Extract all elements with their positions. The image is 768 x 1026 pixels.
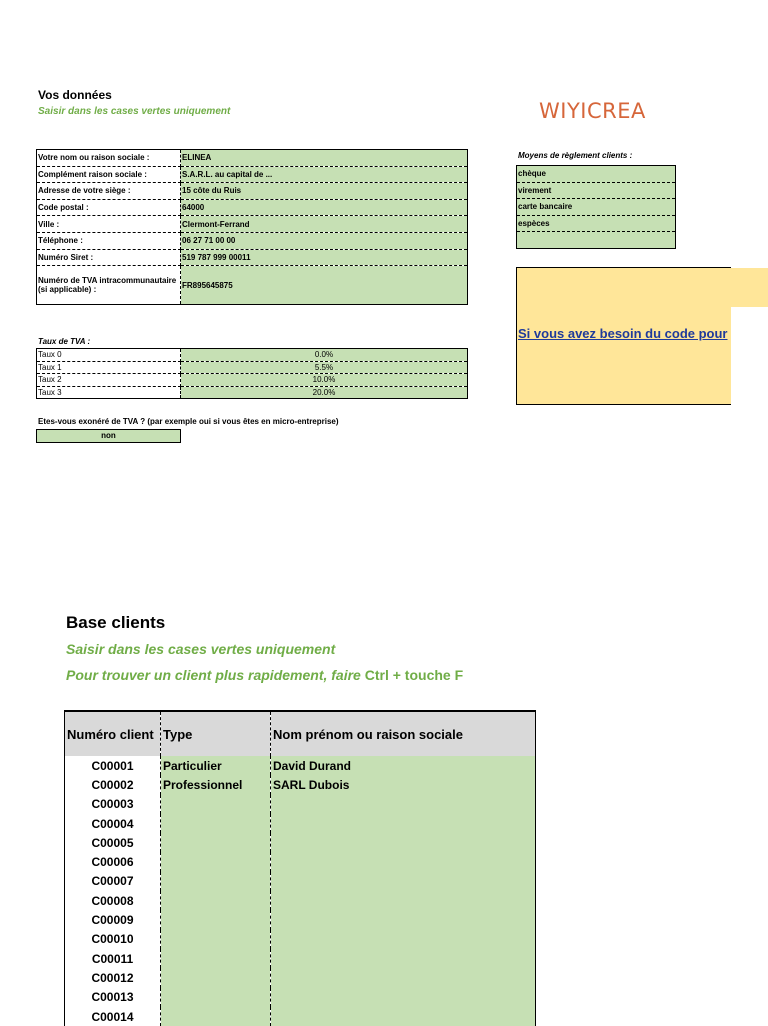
client-row	[65, 852, 536, 871]
client-name[interactable]: David Durand	[271, 756, 536, 775]
client-row	[65, 756, 536, 775]
field-label: Ville :	[37, 216, 181, 233]
client-type[interactable]	[161, 1007, 271, 1026]
tva-label: Taux 3	[37, 386, 181, 399]
base-clients-title: Base clients	[66, 613, 166, 632]
field-label: Votre nom ou raison sociale :	[37, 150, 181, 167]
tva-value[interactable]: 20.0%	[181, 386, 468, 399]
moyen-row	[517, 182, 676, 199]
field-label: Numéro Siret :	[37, 249, 181, 266]
client-number: C00011	[65, 949, 161, 968]
client-number: C00014	[65, 1007, 161, 1026]
moyens-table	[516, 165, 676, 249]
client-type[interactable]	[161, 930, 271, 949]
field-label: Adresse de votre siège :	[37, 183, 181, 200]
field-value[interactable]: ELINEA	[181, 150, 468, 167]
field-value[interactable]: 15 côte du Ruis	[181, 183, 468, 200]
client-name[interactable]	[271, 988, 536, 1007]
vos-donnees-row	[37, 266, 468, 305]
moyen-reglement-item[interactable]: carte bancaire	[517, 199, 676, 216]
client-type[interactable]	[161, 814, 271, 833]
field-value[interactable]: 64000	[181, 199, 468, 216]
tva-row	[37, 361, 468, 374]
field-value[interactable]: Clermont-Ferrand	[181, 216, 468, 233]
client-number: C00009	[65, 910, 161, 929]
client-row	[65, 795, 536, 814]
tva-table	[36, 348, 468, 399]
exonere-field[interactable]: non	[36, 429, 181, 443]
client-type[interactable]: Particulier	[161, 756, 271, 775]
client-type[interactable]	[161, 891, 271, 910]
client-type[interactable]	[161, 988, 271, 1007]
vos-donnees-row	[37, 166, 468, 183]
client-name[interactable]	[271, 872, 536, 891]
client-row	[65, 872, 536, 891]
moyen-reglement-item[interactable]: chèque	[517, 166, 676, 183]
field-label: Complément raison sociale :	[37, 166, 181, 183]
field-value[interactable]: 06 27 71 00 00	[181, 232, 468, 249]
search-hint-prefix: Pour trouver un client plus rapidement, faire	[66, 667, 365, 683]
vos-donnees-title: Vos données	[38, 88, 112, 102]
vos-donnees-row	[37, 232, 468, 249]
wikicrea-logo: WIYICREA	[539, 99, 646, 123]
exonere-question: Etes-vous exonéré de TVA ? (par exemple oui si vous êtes en micro-entreprise)	[38, 417, 339, 426]
code-link[interactable]: Si vous avez besoin du code pour	[518, 326, 728, 341]
client-number: C00007	[65, 872, 161, 891]
moyen-reglement-item[interactable]: espèces	[517, 215, 676, 232]
client-name[interactable]	[271, 930, 536, 949]
client-name[interactable]	[271, 910, 536, 929]
client-name[interactable]	[271, 833, 536, 852]
tva-value[interactable]: 5.5%	[181, 361, 468, 374]
client-name[interactable]	[271, 891, 536, 910]
field-label: Téléphone :	[37, 232, 181, 249]
vos-donnees-row	[37, 199, 468, 216]
client-row	[65, 1007, 536, 1026]
moyen-row	[517, 215, 676, 232]
client-row	[65, 968, 536, 987]
client-name[interactable]	[271, 814, 536, 833]
vos-donnees-table	[36, 149, 468, 305]
client-name[interactable]	[271, 949, 536, 968]
client-name[interactable]	[271, 852, 536, 871]
moyen-row	[517, 166, 676, 183]
vos-donnees-subtitle: Saisir dans les cases vertes uniquement	[38, 106, 231, 117]
client-name[interactable]	[271, 1007, 536, 1026]
moyen-row	[517, 232, 676, 249]
client-row	[65, 949, 536, 968]
client-type[interactable]	[161, 795, 271, 814]
client-number: C00001	[65, 756, 161, 775]
client-type[interactable]	[161, 910, 271, 929]
vos-donnees-row	[37, 183, 468, 200]
client-number: C00003	[65, 795, 161, 814]
code-info-box-tab	[730, 268, 768, 307]
client-row	[65, 988, 536, 1007]
field-value[interactable]: S.A.R.L. au capital de ...	[181, 166, 468, 183]
tva-value[interactable]: 0.0%	[181, 349, 468, 362]
base-clients-subtitle: Saisir dans les cases vertes uniquement	[66, 641, 336, 657]
moyen-reglement-item[interactable]: virement	[517, 182, 676, 199]
search-hint-shortcut: Ctrl + touche F	[364, 667, 464, 683]
client-type[interactable]	[161, 872, 271, 891]
client-name[interactable]: SARL Dubois	[271, 775, 536, 794]
client-row	[65, 775, 536, 794]
moyen-row	[517, 199, 676, 216]
tva-row	[37, 374, 468, 387]
clients-table	[64, 710, 536, 1026]
header-type: Type	[161, 711, 271, 756]
client-number: C00008	[65, 891, 161, 910]
client-number: C00006	[65, 852, 161, 871]
field-label: Numéro de TVA intracommunautaire (si applicable) :	[37, 266, 181, 305]
client-row	[65, 930, 536, 949]
moyens-title: Moyens de règlement clients :	[518, 151, 633, 160]
client-name[interactable]	[271, 968, 536, 987]
clients-header-row	[65, 711, 536, 756]
vos-donnees-row	[37, 249, 468, 266]
client-row	[65, 814, 536, 833]
client-type[interactable]	[161, 852, 271, 871]
header-nom: Nom prénom ou raison sociale	[271, 711, 536, 756]
tva-label: Taux 1	[37, 361, 181, 374]
client-row	[65, 910, 536, 929]
client-number: C00004	[65, 814, 161, 833]
field-value[interactable]: FR895645875	[181, 266, 468, 305]
vos-donnees-row	[37, 150, 468, 167]
tva-value[interactable]: 10.0%	[181, 374, 468, 387]
client-number: C00002	[65, 775, 161, 794]
tva-label: Taux 2	[37, 374, 181, 387]
client-type[interactable]	[161, 949, 271, 968]
tva-row	[37, 349, 468, 362]
client-number: C00010	[65, 930, 161, 949]
header-numero-client: Numéro client	[65, 711, 161, 756]
base-clients-search-hint	[66, 667, 463, 683]
client-number: C00013	[65, 988, 161, 1007]
field-value[interactable]: 519 787 999 00011	[181, 249, 468, 266]
client-number: C00005	[65, 833, 161, 852]
tva-label: Taux 0	[37, 349, 181, 362]
client-type[interactable]: Professionnel	[161, 775, 271, 794]
tva-title: Taux de TVA :	[38, 337, 91, 346]
client-type[interactable]	[161, 833, 271, 852]
client-number: C00012	[65, 968, 161, 987]
client-row	[65, 833, 536, 852]
vos-donnees-row	[37, 216, 468, 233]
tva-row	[37, 386, 468, 399]
client-row	[65, 891, 536, 910]
field-label: Code postal :	[37, 199, 181, 216]
client-name[interactable]	[271, 795, 536, 814]
moyen-reglement-item[interactable]	[517, 232, 676, 249]
client-type[interactable]	[161, 968, 271, 987]
